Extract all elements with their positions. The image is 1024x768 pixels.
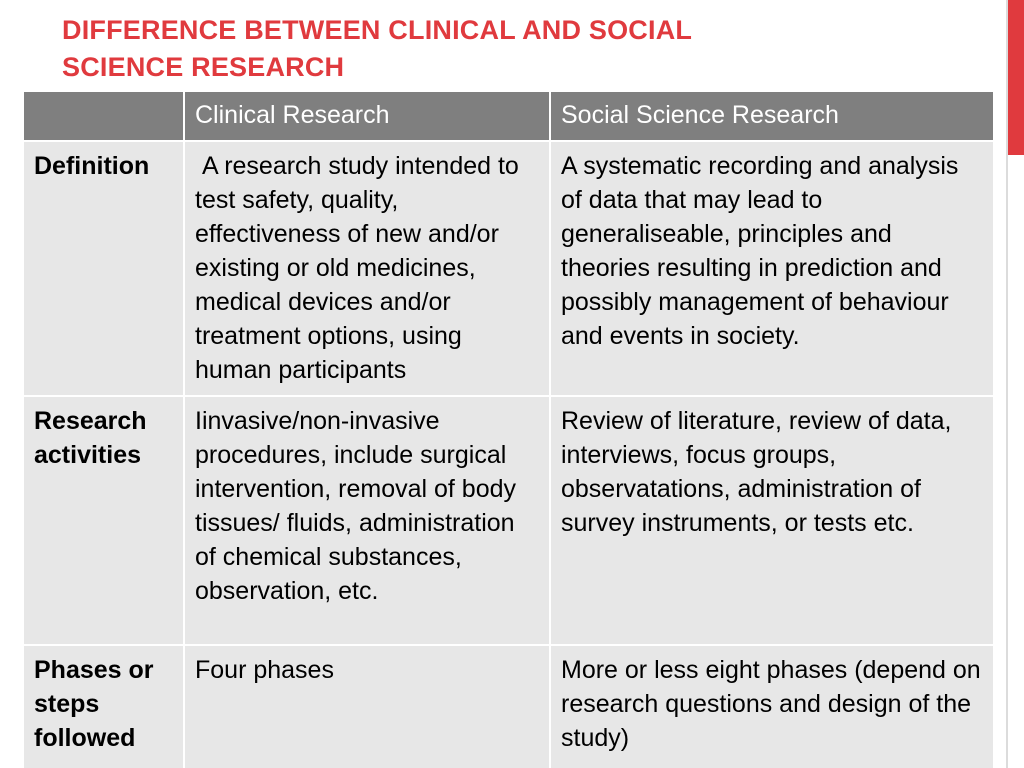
row-label-phases: Phases or steps followed	[23, 645, 184, 768]
slide-title	[62, 12, 962, 86]
row-label-definition: Definition	[23, 141, 184, 396]
row-label-research-activities: Research activities	[23, 396, 184, 645]
cell-definition-clinical: A research study intended to test safety, quality, effectiveness of new and/or existing or old medicines, medical devices and/or treatment options, using human participants	[184, 141, 550, 396]
accent-bar	[1008, 0, 1024, 155]
table-row-phases	[23, 645, 994, 768]
header-cell-clinical-research: Clinical Research	[184, 91, 550, 141]
header-cell-empty	[23, 91, 184, 141]
table-row-definition	[23, 141, 994, 396]
table-header-row	[23, 91, 994, 141]
cell-research-activities-clinical: Iinvasive/non-invasive procedures, include surgical intervention, removal of body tissues/ fluids, administration of chemical substances, observation, etc.	[184, 396, 550, 645]
slide-title-line-1: DIFFERENCE BETWEEN CLINICAL AND SOCIAL	[62, 15, 693, 45]
cell-definition-social: A systematic recording and analysis of data that may lead to generaliseable, principles and theories resulting in prediction and possibly management of behaviour and events in society.	[550, 141, 994, 396]
comparison-table	[22, 90, 995, 768]
slide-title-line-2: SCIENCE RESEARCH	[62, 52, 345, 82]
cell-research-activities-social: Review of literature, review of data, interviews, focus groups, observatations, administration of survey instruments, or tests etc.	[550, 396, 994, 645]
table-row-research-activities	[23, 396, 994, 645]
cell-phases-clinical: Four phases	[184, 645, 550, 768]
header-cell-social-science-research: Social Science Research	[550, 91, 994, 141]
cell-phases-social: More or less eight phases (depend on research questions and design of the study)	[550, 645, 994, 768]
